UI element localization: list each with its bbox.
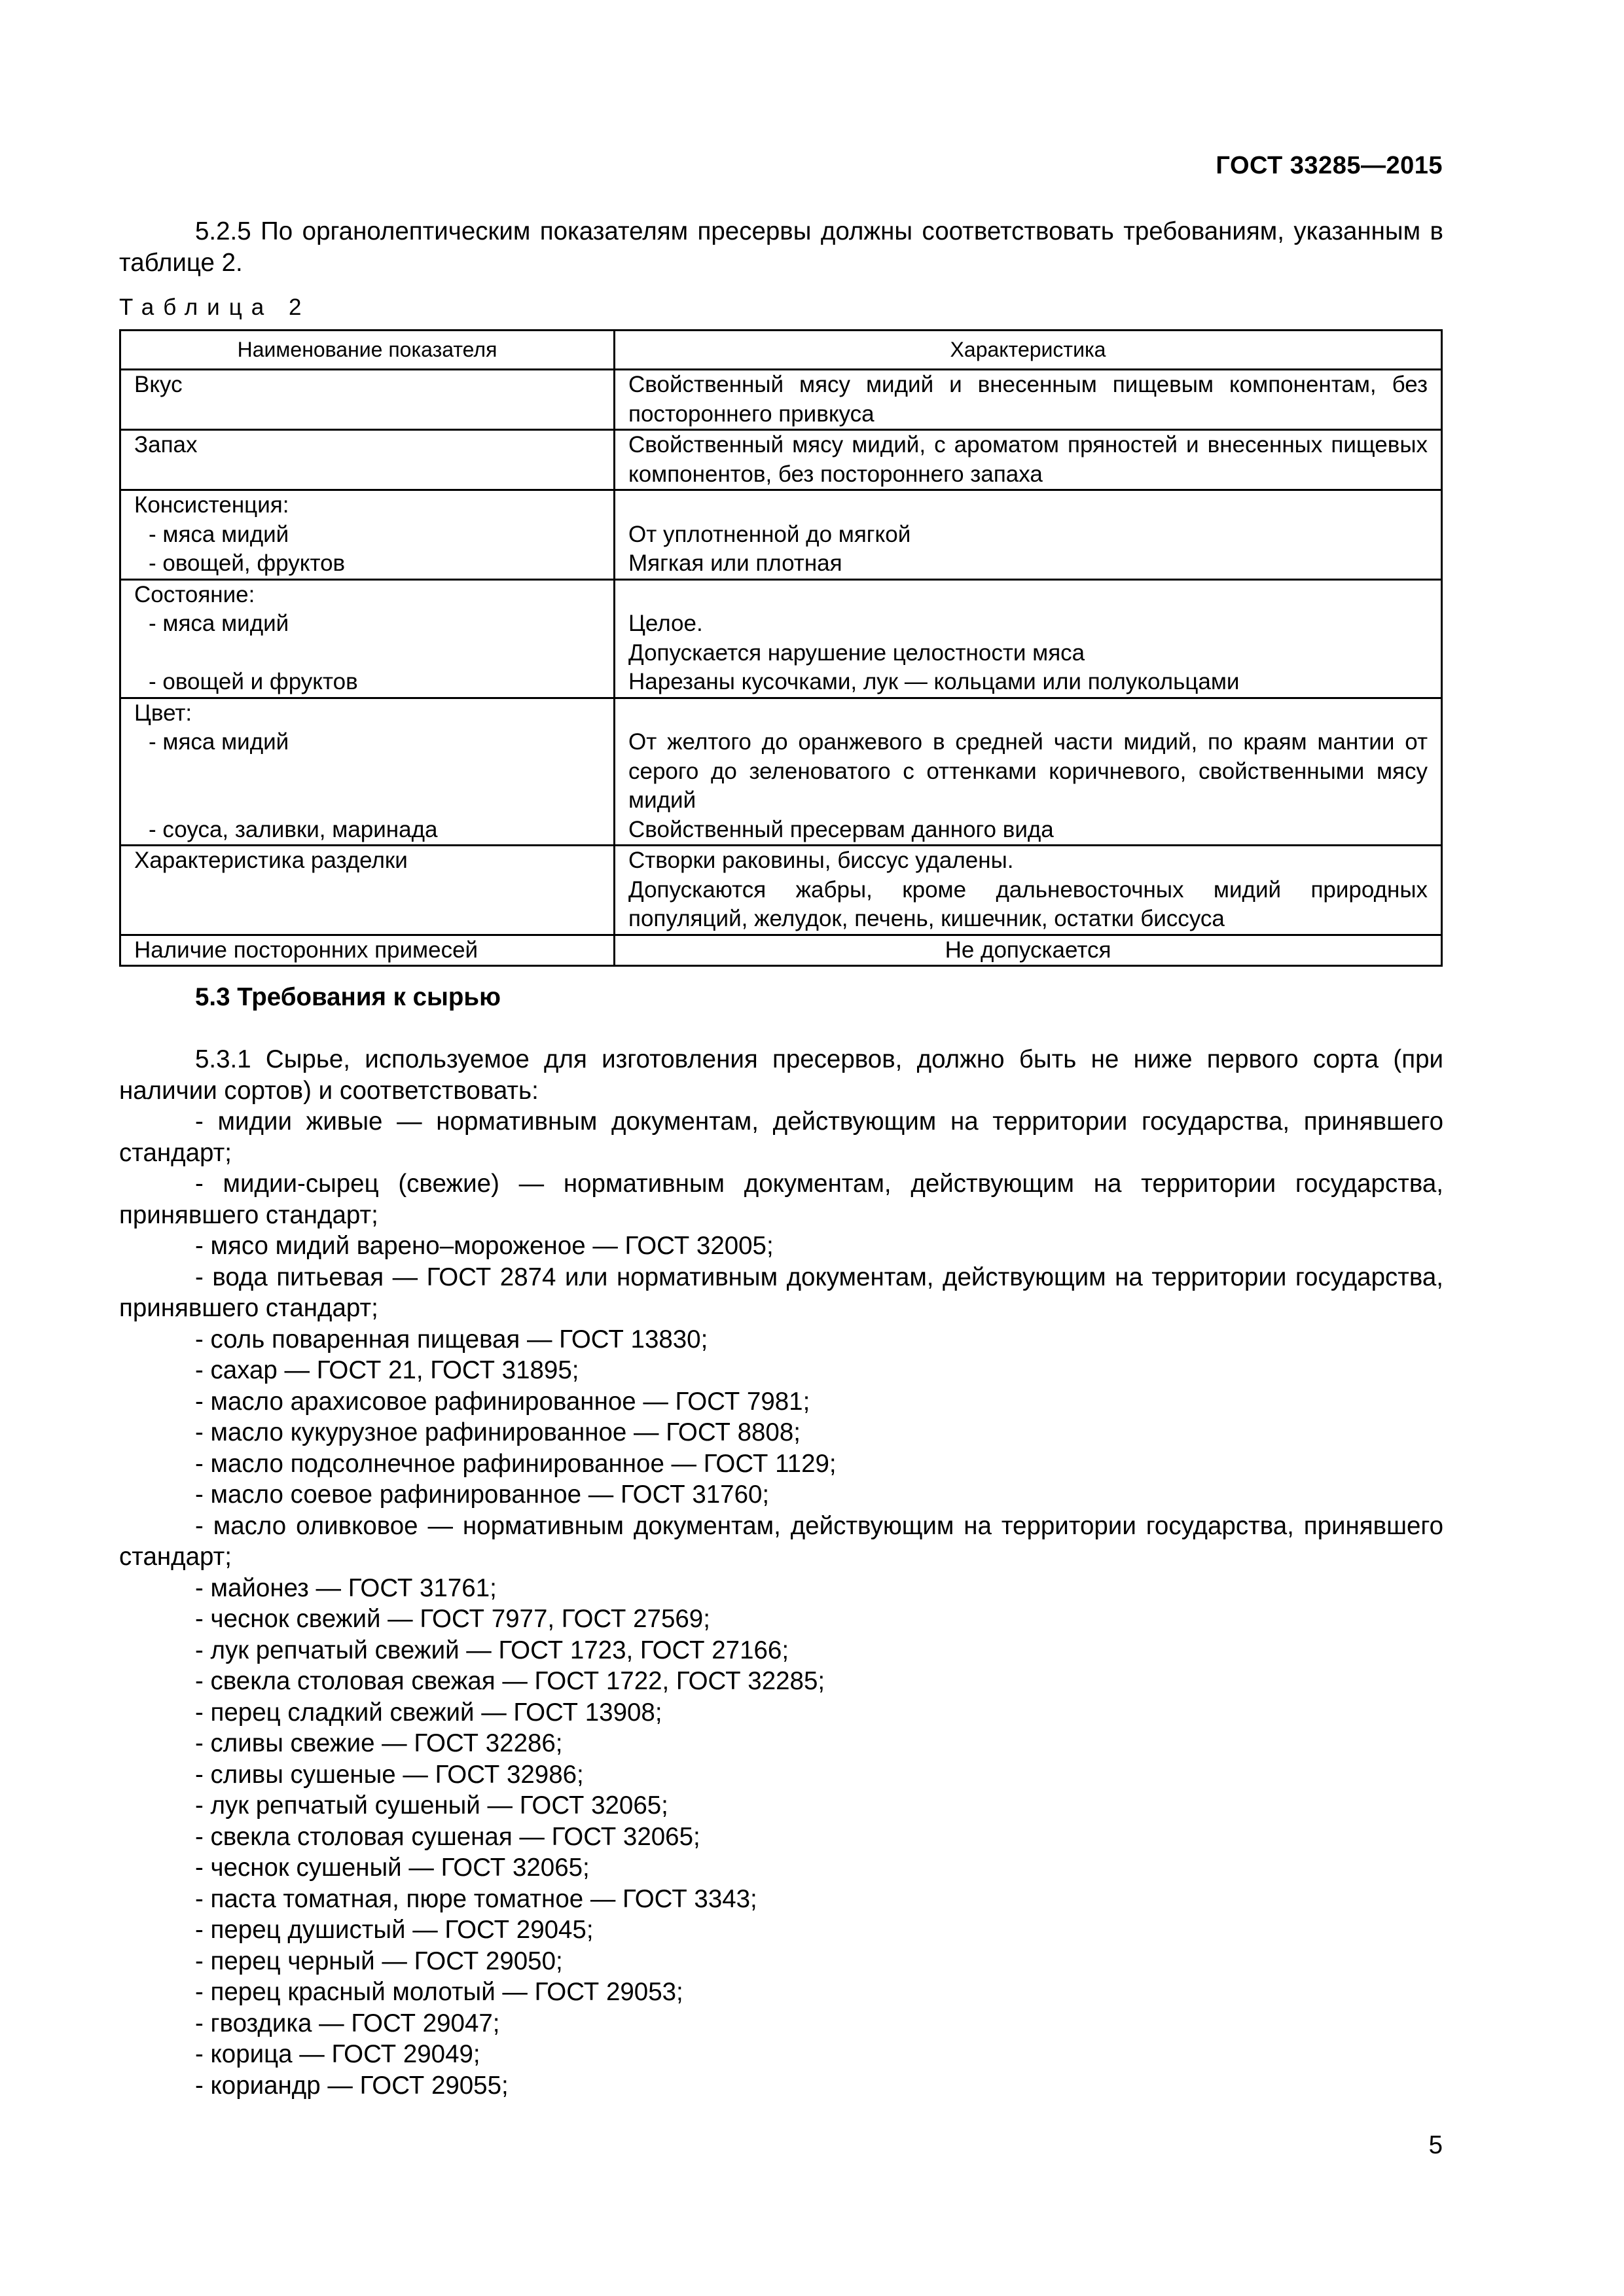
row-value xyxy=(615,370,1442,430)
raw-materials-section xyxy=(119,1044,1443,2101)
list-item: - вода питьевая — ГОСТ 2874 или нормативным документам, действующим на территории государства, принявшего стандарт; xyxy=(119,1263,1443,1322)
table-header-row xyxy=(120,331,1442,370)
table-row xyxy=(120,579,1442,698)
row-subitem: - овощей, фруктов xyxy=(149,550,346,576)
row-value-text: Допускается нарушение целостности мяса xyxy=(628,639,1085,666)
header-characteristic: Характеристика xyxy=(615,331,1442,370)
row-name: Консистенция: xyxy=(134,492,289,518)
list-item: - чеснок свежий — ГОСТ 7977, ГОСТ 27569; xyxy=(195,1605,710,1633)
list-item: - свекла столовая свежая — ГОСТ 1722, ГОСТ 32285; xyxy=(195,1667,825,1695)
document-code: ГОСТ 33285—2015 xyxy=(1216,152,1443,179)
list-item: - сливы свежие — ГОСТ 32286; xyxy=(195,1729,563,1757)
intro-paragraph xyxy=(119,216,1443,278)
list-item: - масло кукурузное рафинированное — ГОСТ 8808; xyxy=(195,1418,801,1446)
row-value-text: От желтого до оранжевого в средней части мидий, по краям мантии от серого до зеленоватого с оттенками коричневого, свойственными мясу мидий xyxy=(628,729,1428,813)
list-item: - перец красный молотый — ГОСТ 29053; xyxy=(195,1978,683,2006)
row-name: Характеристика разделки xyxy=(120,846,615,935)
row-value: Не допускается xyxy=(615,935,1442,966)
row-value xyxy=(615,430,1442,490)
row-name: Состояние: xyxy=(134,581,255,607)
list-item: - лук репчатый сушеный — ГОСТ 32065; xyxy=(195,1791,668,1820)
row-subitem: - овощей и фруктов xyxy=(149,669,358,694)
table-row xyxy=(120,490,1442,580)
section-heading: 5.3 Требования к сырью xyxy=(195,983,501,1011)
list-item: - чеснок сушеный — ГОСТ 32065; xyxy=(195,1854,590,1882)
intro-text: 5.2.5 По органолептическим показателям пресервы должны соответствовать требованиям, указанным в таблице 2. xyxy=(119,217,1443,277)
row-value xyxy=(615,490,1442,580)
list-item: - масло оливковое — нормативным документам, действующим на территории государства, принявшего стандарт; xyxy=(119,1511,1443,1571)
list-item: - кориандр — ГОСТ 29055; xyxy=(195,2071,509,2100)
list-item: - гвоздика — ГОСТ 29047; xyxy=(195,2009,500,2037)
row-subitem: - соуса, заливки, маринада xyxy=(149,816,438,842)
row-value-text: Целое. xyxy=(628,611,703,636)
page-number: 5 xyxy=(1428,2131,1443,2159)
row-value-text: Свойственный мясу мидий, с ароматом пряностей и внесенных пищевых компонентов, без постороннего запаха xyxy=(628,432,1428,487)
list-item: - сахар — ГОСТ 21, ГОСТ 31895; xyxy=(195,1356,579,1384)
list-item: - мясо мидий варено–мороженое — ГОСТ 32005; xyxy=(195,1232,774,1260)
row-name: Цвет: xyxy=(134,700,192,726)
organoleptic-table xyxy=(119,329,1443,967)
row-value-text: Нарезаны кусочками, лук — кольцами или полукольцами xyxy=(628,669,1240,694)
row-name-cell xyxy=(120,579,615,698)
row-value-text: Мягкая или плотная xyxy=(628,550,842,576)
table-row xyxy=(120,698,1442,846)
row-name: Наличие посторонних примесей xyxy=(120,935,615,966)
list-item: - масло подсолнечное рафинированное — ГОСТ 1129; xyxy=(195,1449,837,1478)
list-item: - майонез — ГОСТ 31761; xyxy=(195,1573,497,1602)
row-value xyxy=(615,698,1442,846)
table-row xyxy=(120,846,1442,935)
list-item: - перец сладкий свежий — ГОСТ 13908; xyxy=(195,1698,662,1727)
list-item: - лук репчатый свежий — ГОСТ 1723, ГОСТ 27166; xyxy=(195,1636,789,1664)
row-subitem: - мяса мидий xyxy=(149,729,289,755)
list-item: - корица — ГОСТ 29049; xyxy=(195,2040,480,2068)
row-subitem: - мяса мидий xyxy=(149,611,289,636)
list-item: - перец черный — ГОСТ 29050; xyxy=(195,1946,563,1975)
row-value-text: Свойственный пресервам данного вида xyxy=(628,816,1054,842)
row-name: Вкус xyxy=(120,370,615,430)
list-item: - соль поваренная пищевая — ГОСТ 13830; xyxy=(195,1325,708,1354)
list-item: - мидии живые — нормативным документам, действующим на территории государства, принявшего стандарт; xyxy=(119,1107,1443,1167)
raw-materials-list xyxy=(119,1106,1443,2101)
header-indicator: Наименование показателя xyxy=(120,331,615,370)
list-item: - мидии-сырец (свежие) — нормативным документам, действующим на территории государства, принявшего стандарт; xyxy=(119,1170,1443,1229)
list-item: - паста томатная, пюре томатное — ГОСТ 3343; xyxy=(195,1884,757,1913)
row-name-cell xyxy=(120,698,615,846)
row-value-text: От уплотненной до мягкой xyxy=(628,521,911,547)
row-name: Запах xyxy=(120,430,615,490)
table-caption: Таблица 2 xyxy=(119,295,311,320)
table-row xyxy=(120,370,1442,430)
list-item: - масло соевое рафинированное — ГОСТ 31760; xyxy=(195,1480,770,1509)
row-value-text: Свойственный мясу мидий и внесенным пищевым компонентам, без постороннего привкуса xyxy=(628,372,1428,427)
list-item: - перец душистый — ГОСТ 29045; xyxy=(195,1916,594,1944)
list-item: - свекла столовая сушеная — ГОСТ 32065; xyxy=(195,1822,700,1851)
row-value xyxy=(615,579,1442,698)
table-row xyxy=(120,935,1442,966)
list-item: - сливы сушеные — ГОСТ 32986; xyxy=(195,1760,584,1789)
row-subitem: - мяса мидий xyxy=(149,521,289,547)
table-row xyxy=(120,430,1442,490)
row-value-text: Допускаются жабры, кроме дальневосточных мидий природных популяций, желудок, печень, кишечник, остатки биссуса xyxy=(628,876,1428,931)
row-name-cell xyxy=(120,490,615,580)
list-item: - масло арахисовое рафинированное — ГОСТ 7981; xyxy=(195,1387,810,1416)
row-value-text: Створки раковины, биссус удалены. xyxy=(628,848,1014,873)
raw-intro: 5.3.1 Сырье, используемое для изготовления пресервов, должно быть не ниже первого сорта (при наличии сортов) и соответствовать: xyxy=(119,1045,1443,1105)
row-value xyxy=(615,846,1442,935)
